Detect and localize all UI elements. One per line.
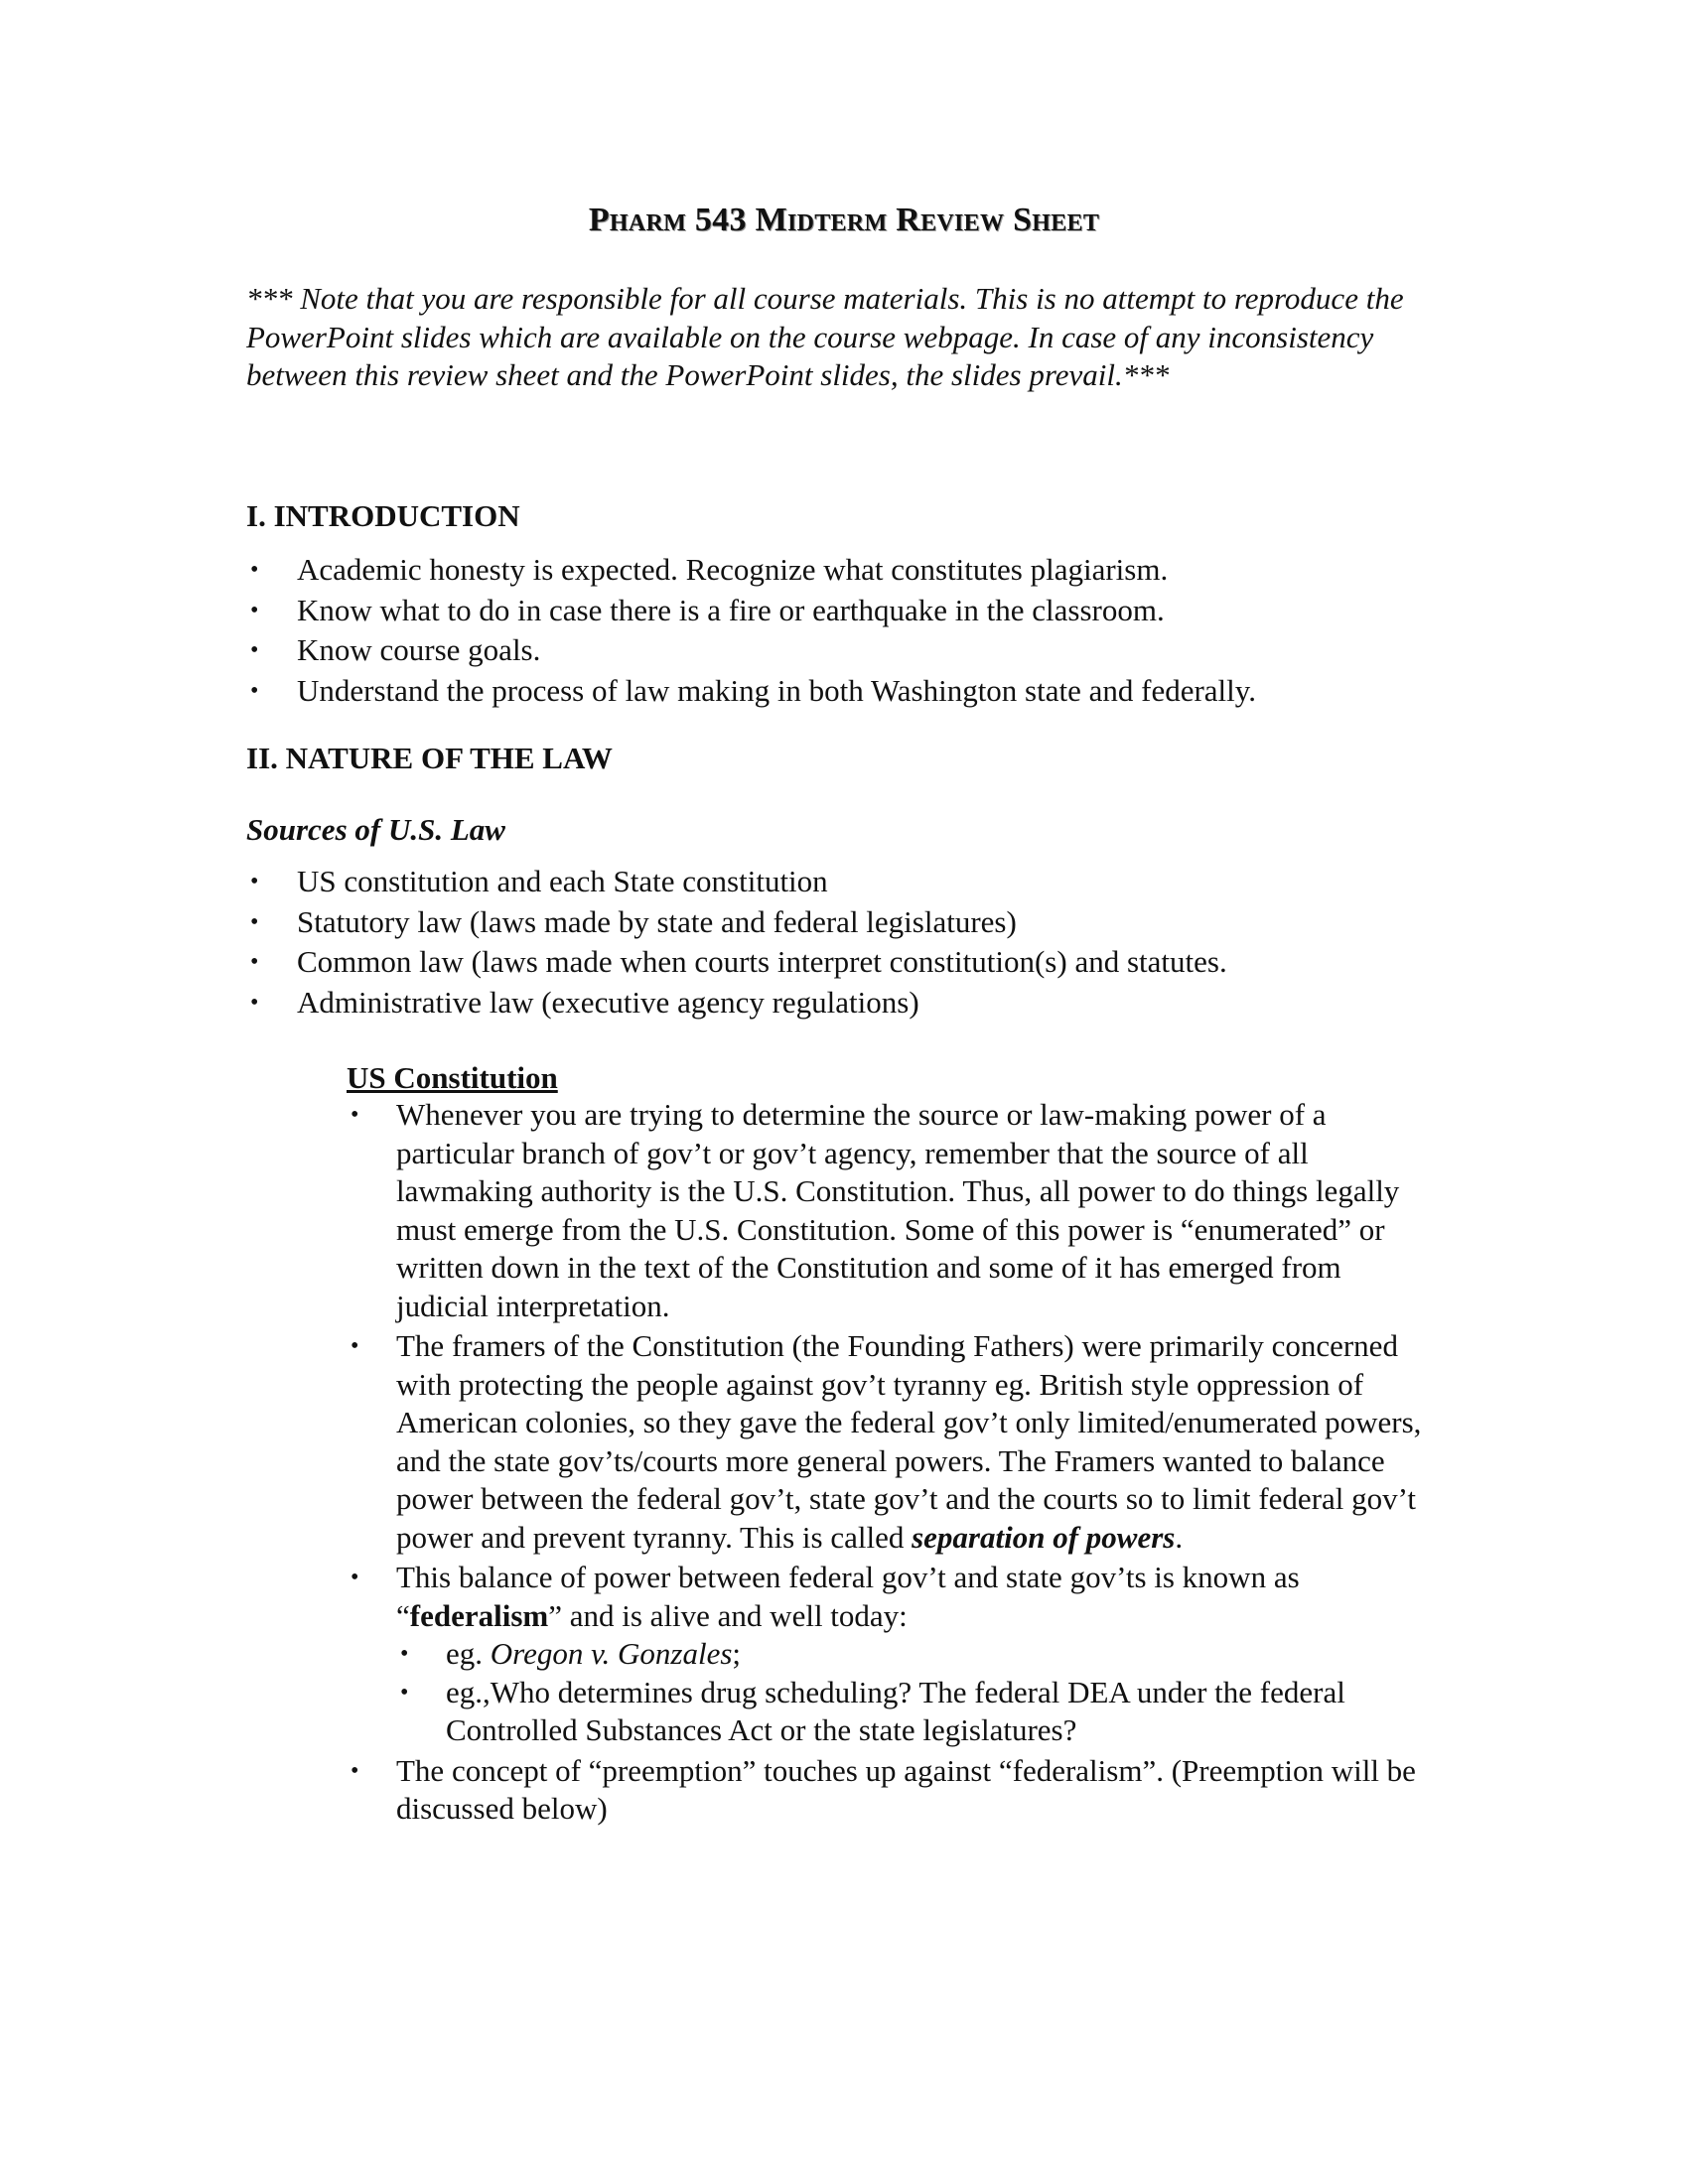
bullet-icon: • [400,1679,409,1706]
list-item: • The concept of “preemption” touches up against “federalism”. (Preemption will be discussed below) [351,1752,1416,1826]
list-item: • Understand the process of law making in both Washington state and federally. [246,671,1487,712]
list-item: • Know course goals. [246,630,1487,671]
list-item: • Academic honesty is expected. Recognize what constitutes plagiarism. [246,550,1487,591]
section-heading-nature-of-law: II. NATURE OF THE LAW [246,741,613,775]
case-name: Oregon v. Gonzales [490,1636,733,1671]
list-item: • eg. Oregon v. Gonzales; [396,1635,1429,1674]
bullet-icon: • [400,1641,409,1667]
list-item: • This balance of power between federal gov’t and state gov’ts is known as “federalism” and is alive and well today: • eg. Oregon v. Gonzales; • eg.,Who determines drug scheduling? The federal DEA under the federal Controlled Substances Act or the state legislatures? [347,1559,1429,1750]
sources-of-law-list [246,862,1487,1023]
bullet-icon: • [351,1565,359,1590]
page-title: Pharm 543 Midterm Review Sheet [588,202,1100,238]
bullet-icon: • [250,989,259,1016]
list-item: • US constitution and each State constitution [246,862,1487,902]
emphasis-federalism: federalism [409,1597,549,1633]
list-item: • The framers of the Constitution (the Founding Fathers) were primarily concerned with protecting the people against gov’t tyranny eg. British style oppression of American colonies, so they gave the federal gov’t only limited/enumerated powers, and the state gov’ts/courts more general powers. The Framers wanted to balance power between the federal gov’t, state gov’t and the courts so to limit federal gov’t power and prevent tyranny. This is called separation of powers. [351,1328,1422,1555]
bullet-icon: • [250,597,259,623]
list-item: • Whenever you are trying to determine the source or law-making power of a particular branch of gov’t or gov’t agency, remember that the source of all lawmaking authority is the U.S. Constitution. Thus, all power to do things legally must emerge from the U.S. Constitution. Some of this power is “enumerated” or written down in the text of the Constitution and some of it has emerged from judicial interpretation. [351,1097,1400,1323]
list-item: • Common law (laws made when courts interpret constitution(s) and statutes. [246,942,1487,983]
list-item: • Statutory law (laws made by state and federal legislatures) [246,902,1487,943]
bullet-icon: • [250,677,259,704]
bullet-icon: • [351,1102,359,1128]
list-item: • Know what to do in case there is a fire or earthquake in the classroom. [246,591,1487,631]
bullet-icon: • [250,908,259,935]
list-item: • Administrative law (executive agency regulations) [246,983,1487,1024]
us-constitution-list [347,1096,1429,1831]
bullet-icon: • [351,1757,359,1784]
bullet-icon: • [250,637,259,663]
disclaimer-note: *** Note that you are responsible for all course materials. This is no attempt to reproduce the PowerPoint slides which are available on the course webpage. In case of any inconsistency between this review sheet and the PowerPoint slides, the slides prevail.*** [246,281,1404,392]
subsection-heading-us-constitution: US Constitution [347,1060,558,1095]
subheading-sources-of-law: Sources of U.S. Law [246,812,505,847]
emphasis-separation-of-powers: separation of powers [912,1519,1176,1555]
bullet-icon: • [250,869,259,894]
federalism-examples-list [396,1635,1429,1750]
introduction-list [246,550,1487,711]
list-item: • eg.,Who determines drug scheduling? The federal DEA under the federal Controlled Substances Act or the state legislatures? [400,1674,1345,1747]
bullet-icon: • [250,949,259,975]
bullet-icon: • [351,1333,359,1359]
bullet-icon: • [250,557,259,583]
section-heading-introduction: I. INTRODUCTION [246,498,520,533]
